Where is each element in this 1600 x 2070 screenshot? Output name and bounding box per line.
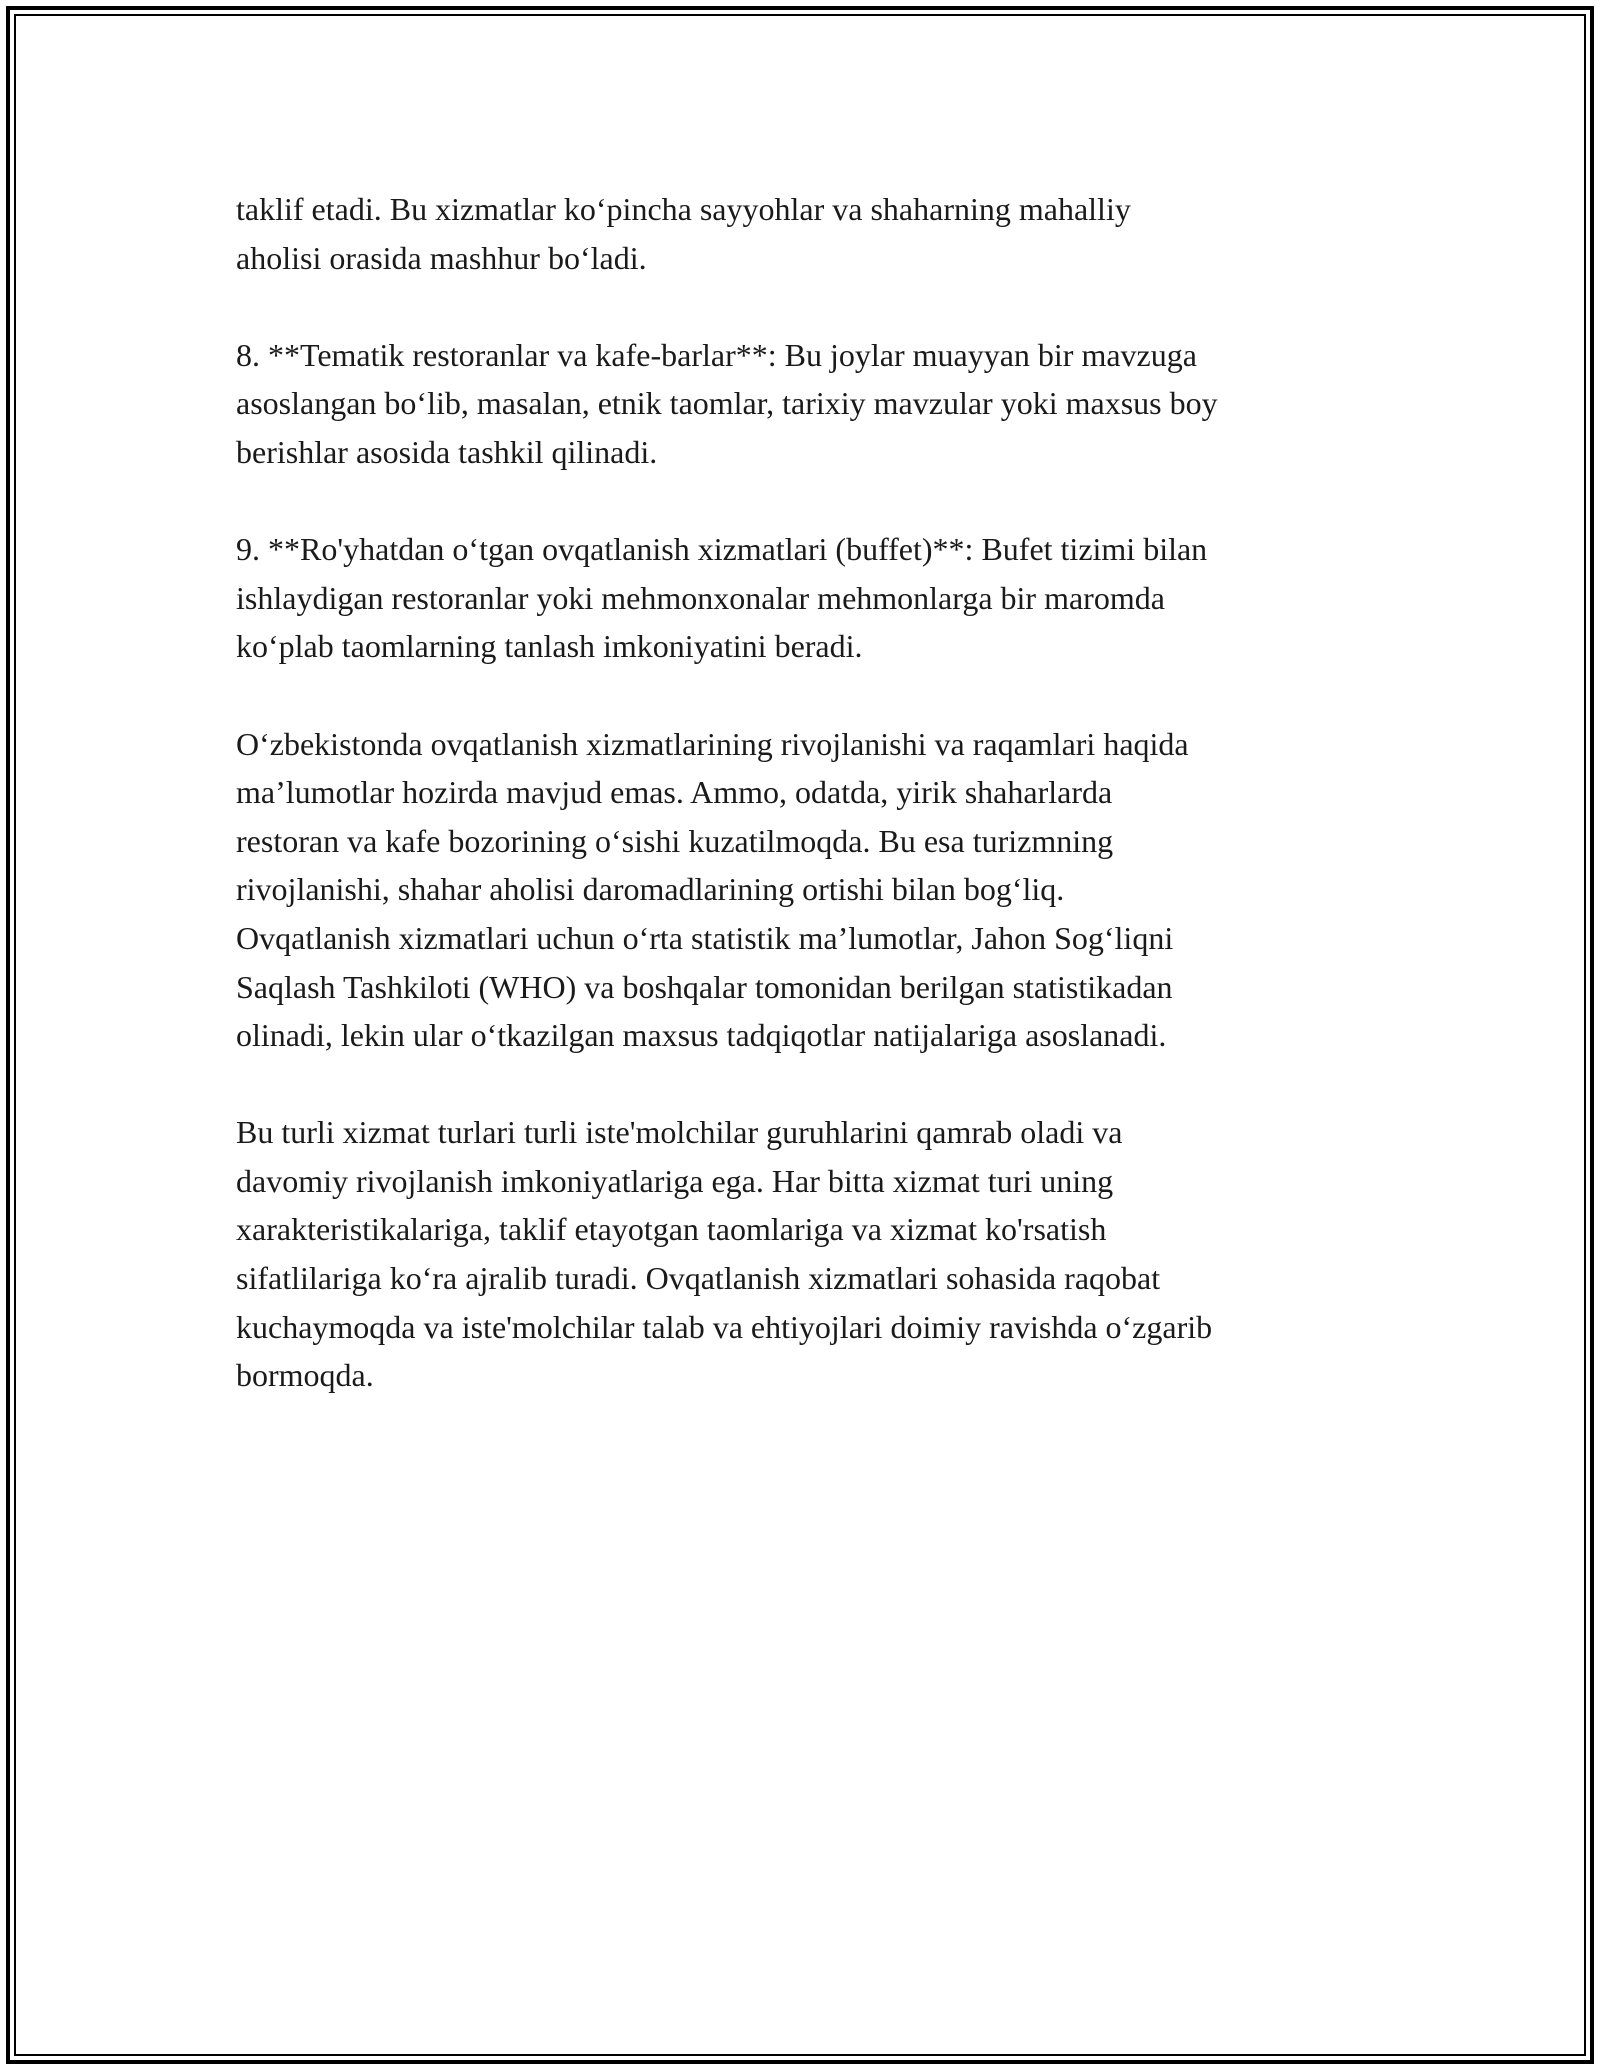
text-line: sifatlilariga ko‘ra ajralib turadi. Ovqatlanish xizmatlari sohasida raqobat [236, 1260, 1161, 1297]
text-line: rivojlanishi, shahar aholisi daromadlarining ortishi bilan bog‘liq. [236, 871, 1065, 908]
text-line: davomiy rivojlanish imkoniyatlariga ega. Har bitta xizmat turi uning [236, 1162, 1114, 1199]
paragraph-3 [236, 525, 1386, 671]
text-line: olinadi, lekin ular o‘tkazilgan maxsus tadqiqotlar natijalariga asoslanadi. [236, 1017, 1167, 1054]
text-line: 8. **Tematik restoranlar va kafe-barlar**: Bu joylar muayyan bir mavzuga [236, 336, 1197, 373]
text-line: xarakteristikalariga, taklif etayotgan taomlariga va xizmat ko'rsatish [236, 1211, 1107, 1248]
paragraph-1 [236, 185, 1386, 282]
text-line: O‘zbekistonda ovqatlanish xizmatlarining rivojlanishi va raqamlari haqida [236, 725, 1189, 762]
text-line: bormoqda. [236, 1357, 374, 1394]
text-line: restoran va kafe bozorining o‘sishi kuzatilmoqda. Bu esa turizmning [236, 822, 1114, 859]
text-line: asoslangan bo‘lib, masalan, etnik taomlar, tarixiy mavzular yoki maxsus boy [236, 385, 1218, 422]
text-line: ko‘plab taomlarning tanlash imkoniyatini beradi. [236, 628, 863, 665]
text-line: 9. **Ro'yhatdan o‘tgan ovqatlanish xizmatlari (buffet)**: Bufet tizimi bilan [236, 531, 1208, 568]
document-body [236, 185, 1386, 1448]
text-line: Bu turli xizmat turlari turli iste'molchilar guruhlarini qamrab oladi va [236, 1114, 1123, 1151]
text-line: berishlar asosida tashkil qilinadi. [236, 433, 658, 470]
text-line: taklif etadi. Bu xizmatlar ko‘pincha sayyohlar va shaharning mahalliy [236, 191, 1131, 227]
text-line: Saqlash Tashkiloti (WHO) va boshqalar tomonidan berilgan statistikadan [236, 968, 1173, 1005]
text-line: aholisi orasida mashhur bo‘ladi. [236, 239, 647, 276]
text-line: ishlaydigan restoranlar yoki mehmonxonalar mehmonlarga bir maromda [236, 579, 1165, 616]
paragraph-4 [236, 720, 1386, 1060]
paragraph-5 [236, 1108, 1386, 1400]
text-line: kuchaymoqda va iste'molchilar talab va ehtiyojlari doimiy ravishda o‘zgarib [236, 1308, 1213, 1345]
text-line: ma’lumotlar hozirda mavjud emas. Ammo, odatda, yirik shaharlarda [236, 774, 1113, 811]
paragraph-2 [236, 331, 1386, 477]
text-line: Ovqatlanish xizmatlari uchun o‘rta statistik ma’lumotlar, Jahon Sog‘liqni [236, 919, 1174, 956]
